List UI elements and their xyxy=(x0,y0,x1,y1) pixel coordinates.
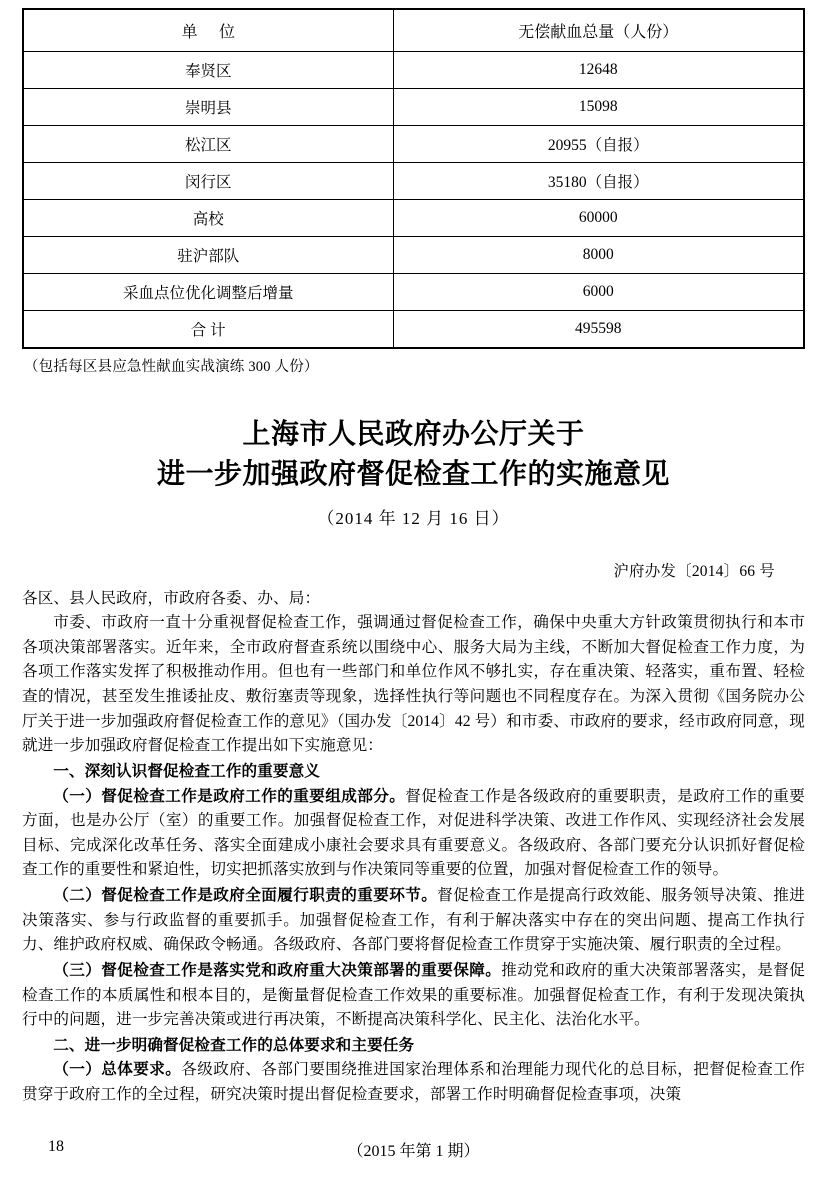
table-cell-unit: 采血点位优化调整后增量 xyxy=(23,274,393,311)
table-cell-amount: 6000 xyxy=(393,274,804,311)
item-lead: （三）督促检查工作是落实党和政府重大决策部署的重要保障。 xyxy=(53,960,502,979)
section-1-item-2 xyxy=(22,883,805,958)
table-cell-amount: 12648 xyxy=(393,52,804,89)
item-lead: （一）总体要求。 xyxy=(53,1060,182,1079)
table-row xyxy=(23,52,804,89)
document-page xyxy=(0,8,827,1178)
table-cell-amount: 8000 xyxy=(393,237,804,274)
table-row xyxy=(23,200,804,237)
item-text: 督促检查工作是提高行政效能、服务领导决策、推进决策落实、参与行政监督的重要抓手。加强督促检查工作，有利于解决落实中存在的突出问题、提高工作执行力、维护政府权威、确保政令畅通。各级政府、各部门要将督促检查工作贯穿于实施决策、履行职责的全过程。 xyxy=(22,887,805,954)
table-row xyxy=(23,89,804,126)
table-cell-total-label: 合 计 xyxy=(23,311,393,349)
table-cell-unit: 驻沪部队 xyxy=(23,237,393,274)
table-cell-unit: 闵行区 xyxy=(23,163,393,200)
document-number: 沪府办发〔2014〕66 号 xyxy=(613,562,775,580)
table-cell-amount: 35180（自报） xyxy=(393,163,804,200)
item-lead: （二）督促检查工作是政府全面履行职责的重要环节。 xyxy=(53,886,438,904)
table-cell-unit: 崇明县 xyxy=(23,89,393,126)
table-total-row xyxy=(23,311,804,349)
table-cell-total-amount: 495598 xyxy=(393,311,804,349)
item-text: 推动党和政府的重大决策部署落实，是督促检查工作的本质属性和根本目的，是衡量督促检查工作效果的重要标准。加强督促检查工作，有利于发现决策执行中的问题，进一步完善决策或进行再决策，不断提高决策科学化、民主化、法治化水平。 xyxy=(22,961,805,1029)
section-1-item-1 xyxy=(22,784,805,884)
table-cell-amount: 60000 xyxy=(393,200,804,237)
table-row xyxy=(23,237,804,274)
body-paragraph: 市委、市政府一直十分重视督促检查工作，强调通过督促检查工作，确保中央重大方针政策贯彻执行和本市各项决策部署落实。近年来，全市政府督查系统以围绕中心、服务大局为主线，不断加大督促检查工作力度，为各项工作落实发挥了积极推动作用。但也有一些部门和单位作风不够扎实，存在重决策、轻落实，重布置、轻检查的情况，甚至发生推诿扯皮、敷衍塞责等现象，选择性执行等问题也不同程度存在。为深入贯彻《国务院办公厅关于进一步加强政府督促检查工作的意见》（国办发〔2014〕42 号）和市委、市政府的要求，经市政府同意，现就进一步加强政府督促检查工作提出如下实施意见： xyxy=(22,614,805,755)
section-heading-2: 二、进一步明确督促检查工作的总体要求和主要任务 xyxy=(53,1035,415,1054)
table-header-amount: 无偿献血总量（人份） xyxy=(393,9,804,52)
page-title-line-1: 上海市人民政府办公厅关于 xyxy=(242,417,585,450)
table-cell-unit: 松江区 xyxy=(23,126,393,163)
page-title-line-2: 进一步加强政府督促检查工作的实施意见 xyxy=(156,456,670,490)
table-row xyxy=(23,126,804,163)
page-footer xyxy=(0,1138,827,1160)
table-cell-amount: 20955（自报） xyxy=(393,126,804,163)
table-row xyxy=(23,163,804,200)
section-2-item-1 xyxy=(22,1057,805,1107)
document-date: （2014 年 12 月 16 日） xyxy=(317,508,510,528)
footer-issue-text: （2015 年第 1 期） xyxy=(347,1143,480,1160)
document-body xyxy=(22,587,805,1108)
table-header-unit: 单 位 xyxy=(23,9,393,52)
section-1-item-3 xyxy=(22,958,805,1033)
item-text: 督促检查工作是各级政府的重要职责，是政府工作的重要方面，也是办公厅（室）的重要工作。加强督促检查工作，对促进科学决策、改进工作作风、实现经济社会发展目标、完成深化改革任务、落实全面建成小康社会要求具有重要意义。各级政府、各部门要充分认识抓好督促检查工作的重要性和紧迫性，切实把抓落实放到与作决策同等重要的位置，加强对督促检查工作的领导。 xyxy=(22,787,805,879)
table-row xyxy=(23,274,804,311)
table-note: （包括每区县应急性献血实战演练 300 人份） xyxy=(24,359,319,375)
page-number: 18 xyxy=(48,1138,64,1155)
addressee-line: 各区、县人民政府，市政府各委、办、局： xyxy=(22,589,321,607)
table-cell-unit: 高校 xyxy=(23,200,393,237)
item-lead: （一）督促检查工作是政府工作的重要组成部分。 xyxy=(53,786,406,805)
table-cell-unit: 奉贤区 xyxy=(23,52,393,89)
blood-donation-table xyxy=(22,8,805,349)
item-text: 各级政府、各部门要围绕推进国家治理体系和治理能力现代化的总目标，把督促检查工作贯穿于政府工作的全过程，研究决策时提出督促检查要求，部署工作时明确督促检查事项，决策 xyxy=(22,1061,805,1103)
section-heading-1: 一、深刻认识督促检查工作的重要意义 xyxy=(53,761,320,780)
table-cell-amount: 15098 xyxy=(393,89,804,126)
table-header-row xyxy=(23,9,804,52)
page-title xyxy=(22,414,805,494)
